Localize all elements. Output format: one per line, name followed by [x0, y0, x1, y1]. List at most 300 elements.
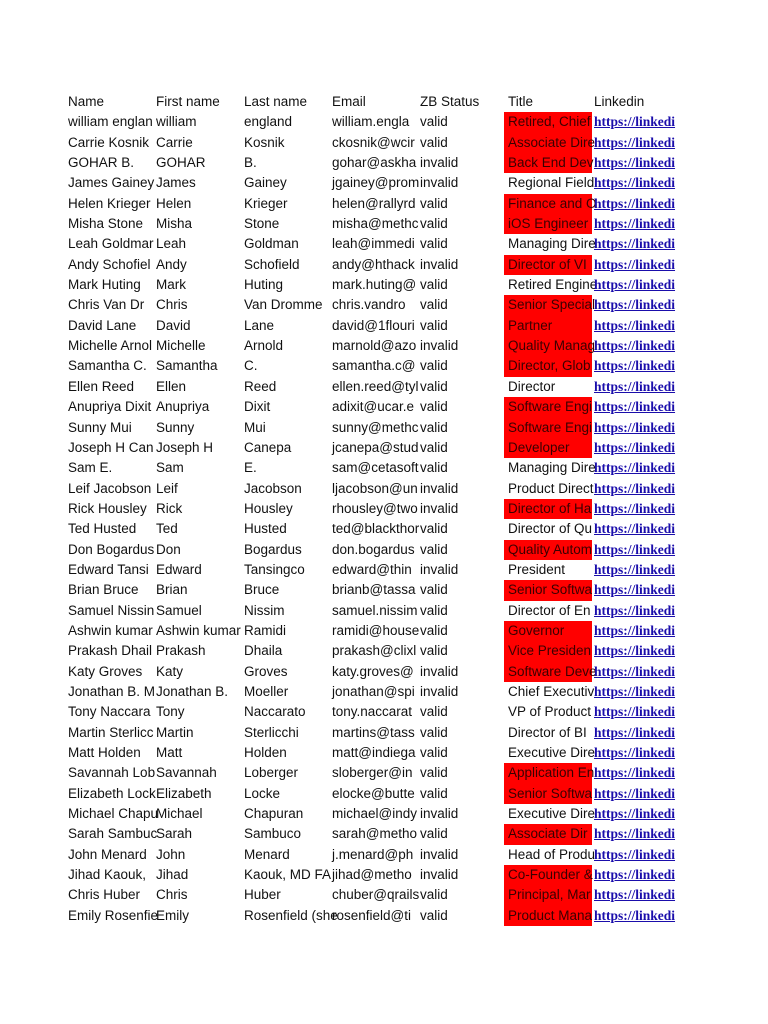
cell-linkedin[interactable] [592, 641, 682, 661]
cell-zb-status: invalid [420, 846, 459, 862]
cell-last-name: Kaouk, MD FA [244, 867, 332, 883]
cell-linkedin[interactable] [592, 702, 682, 722]
cell-linkedin[interactable] [592, 845, 682, 865]
cell-first-name: Edward [156, 561, 202, 577]
cell-email: jihad@metho [332, 867, 412, 883]
cell-zb-status: valid [420, 317, 448, 333]
cell-linkedin[interactable] [592, 540, 682, 560]
cell-zb-status: valid [420, 236, 448, 252]
cell-linkedin[interactable] [592, 601, 682, 621]
cell-first-name: Helen [156, 195, 192, 211]
linkedin-link[interactable]: https://linkedi [594, 806, 676, 822]
cell-email: j.menard@ph [332, 846, 414, 862]
linkedin-link[interactable]: https://linkedi [594, 724, 676, 740]
cell-email: edward@thin [332, 561, 412, 577]
cell-title: VP of Product [508, 704, 592, 720]
cell-first-name: Leah [156, 236, 187, 252]
table-row [64, 804, 682, 824]
table-row [64, 743, 682, 763]
cell-email: mark.huting@ [332, 277, 417, 293]
cell-last-name: Krieger [244, 195, 288, 211]
cell-title: Managing Dire [508, 460, 596, 476]
cell-last-name: Bogardus [244, 541, 302, 557]
cell-name: Andy Schofiel [68, 256, 151, 272]
cell-zb-status: valid [420, 704, 448, 720]
linkedin-link[interactable]: https://linkedi [594, 826, 676, 842]
table-row [64, 479, 682, 499]
header-row [64, 92, 682, 112]
cell-name: GOHAR B. [68, 155, 135, 171]
linkedin-link[interactable]: https://linkedi [594, 602, 676, 618]
table-row [64, 418, 682, 438]
cell-linkedin[interactable] [592, 275, 682, 295]
cell-zb-status: invalid [420, 500, 459, 516]
cell-zb-status: invalid [420, 561, 459, 577]
cell-linkedin[interactable] [592, 295, 682, 315]
linkedin-link[interactable]: https://linkedi [594, 643, 676, 659]
cell-first-name: Brian [156, 582, 188, 598]
cell-linkedin[interactable] [592, 133, 682, 153]
cell-name: Mark Huting [68, 277, 141, 293]
cell-zb-status: invalid [420, 806, 459, 822]
cell-linkedin[interactable] [592, 682, 682, 702]
linkedin-link[interactable]: https://linkedi [594, 582, 676, 598]
linkedin-link[interactable]: https://linkedi [594, 236, 676, 252]
cell-email: prakash@clixl [332, 643, 417, 659]
cell-email: sloberger@in [332, 765, 413, 781]
cell-name: Ellen Reed [68, 378, 135, 394]
cell-zb-status: valid [420, 887, 448, 903]
linkedin-link[interactable]: https://linkedi [594, 521, 676, 537]
cell-name: Misha Stone [68, 216, 144, 232]
cell-email: elocke@butte [332, 785, 415, 801]
cell-zb-status: invalid [420, 155, 459, 171]
table-row [64, 356, 682, 376]
cell-title: Head of Produ [508, 846, 596, 862]
cell-linkedin[interactable] [592, 723, 682, 743]
table-row [64, 194, 682, 214]
cell-email: ellen.reed@tyl [332, 378, 419, 394]
cell-last-name: Sambuco [244, 826, 302, 842]
linkedin-link[interactable]: https://linkedi [594, 867, 676, 883]
table-row [64, 885, 682, 905]
cell-email: marnold@azo [332, 338, 417, 354]
header-email: Email [332, 94, 366, 109]
cell-title: Software Deve [504, 662, 592, 682]
cell-first-name: Samuel [156, 602, 202, 618]
cell-linkedin[interactable] [592, 885, 682, 905]
cell-title: Director of Ha [504, 499, 592, 519]
cell-linkedin[interactable] [592, 763, 682, 783]
linkedin-link[interactable]: https://linkedi [594, 114, 676, 130]
cell-linkedin[interactable] [592, 662, 682, 682]
linkedin-link[interactable]: https://linkedi [594, 317, 676, 333]
linkedin-link[interactable]: https://linkedi [594, 216, 676, 232]
cell-name: Samantha C. [68, 358, 147, 374]
table-row [64, 234, 682, 254]
cell-name: Jihad Kaouk, [68, 867, 147, 883]
cell-last-name: Holden [244, 745, 287, 760]
cell-first-name: Samantha [156, 358, 218, 374]
cell-email: ted@blackthor [332, 521, 420, 537]
cell-name: Katy Groves [68, 663, 143, 679]
cell-linkedin[interactable] [592, 499, 682, 519]
cell-email: matt@indiega [332, 745, 416, 760]
cell-email: ramidi@house [332, 622, 420, 638]
table-row [64, 519, 682, 539]
cell-last-name: E. [244, 460, 257, 476]
table-row [64, 641, 682, 661]
cell-last-name: Kosnik [244, 134, 285, 150]
cell-title: Managing Dire [508, 236, 596, 252]
cell-email: jgainey@prom [332, 175, 420, 191]
header-linkedin: Linkedin [594, 94, 645, 109]
linkedin-link[interactable]: https://linkedi [594, 846, 676, 862]
cell-email: samantha.c@ [332, 358, 416, 374]
cell-first-name: Joseph H [156, 439, 214, 455]
cell-first-name: Sarah [156, 826, 193, 842]
linkedin-link[interactable]: https://linkedi [594, 460, 676, 476]
linkedin-link[interactable]: https://linkedi [594, 195, 676, 211]
cell-linkedin[interactable] [592, 194, 682, 214]
table-row [64, 133, 682, 153]
cell-linkedin[interactable] [592, 214, 682, 234]
table-row [64, 723, 682, 743]
table-row [64, 397, 682, 417]
cell-last-name: B. [244, 155, 257, 171]
table-row [64, 499, 682, 519]
table-row [64, 824, 682, 844]
header-name: Name [68, 94, 105, 109]
cell-last-name: Bruce [244, 582, 280, 598]
cell-linkedin[interactable] [592, 621, 682, 641]
table-row [64, 580, 682, 600]
cell-last-name: Dixit [244, 399, 271, 415]
cell-first-name: Katy [156, 663, 184, 679]
cell-linkedin[interactable] [592, 784, 682, 804]
cell-email: ckosnik@wcir [332, 134, 415, 150]
cell-last-name: Groves [244, 663, 288, 679]
cell-title: President [508, 561, 566, 577]
cell-linkedin[interactable] [592, 255, 682, 275]
linkedin-link[interactable]: https://linkedi [594, 134, 676, 150]
cell-first-name: Sunny [156, 419, 195, 435]
cell-zb-status: valid [420, 724, 448, 740]
cell-last-name: Canepa [244, 439, 292, 455]
cell-linkedin[interactable] [592, 458, 682, 478]
table-row [64, 214, 682, 234]
cell-title: Executive Dire [508, 806, 596, 822]
table-row [64, 601, 682, 621]
cell-first-name: Chris [156, 297, 188, 313]
cell-email: leah@immedi [332, 236, 415, 252]
spreadsheet [64, 92, 682, 926]
cell-linkedin[interactable] [592, 336, 682, 356]
cell-title: Quality Manag [504, 336, 592, 356]
cell-linkedin[interactable] [592, 824, 682, 844]
cell-name: Chris Huber [68, 887, 141, 903]
cell-last-name: Dhaila [244, 643, 283, 659]
cell-linkedin[interactable] [592, 153, 682, 173]
cell-first-name: Sam [156, 460, 184, 476]
cell-first-name: Don [156, 541, 181, 557]
cell-linkedin[interactable] [592, 418, 682, 438]
cell-first-name: Misha [156, 216, 193, 232]
cell-email: adixit@ucar.e [332, 399, 414, 415]
cell-linkedin[interactable] [592, 173, 682, 193]
cell-title: Back End Dev [504, 153, 592, 173]
cell-last-name: Husted [244, 521, 287, 537]
table-row [64, 336, 682, 356]
cell-email: martins@tass [332, 724, 415, 740]
cell-title: Senior Softwa [504, 580, 592, 600]
table-row [64, 865, 682, 885]
cell-name: Carrie Kosnik [68, 134, 150, 150]
cell-email: rhousley@two [332, 500, 418, 516]
cell-last-name: Gainey [244, 175, 287, 191]
cell-title: Developer [504, 438, 592, 458]
cell-linkedin[interactable] [592, 906, 682, 926]
cell-linkedin[interactable] [592, 356, 682, 376]
cell-title: Associate Dire [504, 133, 592, 153]
cell-title: Chief Executiv [508, 683, 595, 699]
cell-zb-status: valid [420, 826, 448, 842]
cell-name: Don Bogardus [68, 541, 155, 557]
header-title: Title [508, 94, 534, 109]
cell-last-name: Huber [244, 887, 281, 903]
linkedin-link[interactable]: https://linkedi [594, 887, 676, 903]
cell-email: andy@hthack [332, 256, 415, 272]
cell-title: Senior Special [504, 295, 592, 315]
cell-title: Director of BI [508, 724, 587, 740]
cell-linkedin[interactable] [592, 519, 682, 539]
cell-last-name: Menard [244, 846, 290, 862]
cell-first-name: Chris [156, 887, 188, 903]
cell-name: Emily Rosenfie [68, 907, 159, 923]
table-row [64, 458, 682, 478]
cell-title: Regional Field [508, 175, 595, 191]
cell-name: Sarah Sambuc [68, 826, 158, 842]
cell-email: samuel.nissim [332, 602, 418, 618]
cell-first-name: Michael [156, 806, 203, 822]
cell-name: Samuel Nissin [68, 602, 155, 618]
cell-linkedin[interactable] [592, 865, 682, 885]
cell-first-name: Michelle [156, 338, 206, 354]
cell-name: David Lane [68, 317, 137, 333]
linkedin-link[interactable]: https://linkedi [594, 622, 676, 638]
cell-first-name: Rick [156, 500, 183, 516]
linkedin-link[interactable]: https://linkedi [594, 683, 676, 699]
cell-title: Software Engi [504, 397, 592, 417]
cell-linkedin[interactable] [592, 234, 682, 254]
cell-email: sunny@methc [332, 419, 419, 435]
cell-title: Director, Glob [504, 356, 592, 376]
cell-zb-status: valid [420, 582, 448, 598]
table-row [64, 173, 682, 193]
table-row [64, 621, 682, 641]
cell-first-name: Jihad [156, 867, 189, 883]
cell-email: chuber@qrails [332, 887, 420, 903]
cell-first-name: John [156, 846, 186, 862]
cell-name: Edward Tansi [68, 561, 149, 577]
cell-linkedin[interactable] [592, 479, 682, 499]
cell-email: brianb@tassa [332, 582, 416, 598]
cell-last-name: Reed [244, 378, 277, 394]
cell-last-name: Schofield [244, 256, 300, 272]
cell-title: Retired Engine [508, 277, 598, 293]
cell-last-name: Naccarato [244, 704, 306, 720]
linkedin-link[interactable]: https://linkedi [594, 399, 676, 415]
header-zb-status: ZB Status [420, 94, 480, 109]
linkedin-link[interactable]: https://linkedi [594, 907, 676, 923]
cell-name: Sunny Mui [68, 419, 132, 435]
header-first-name: First name [156, 94, 220, 109]
cell-title: Software Engi [504, 418, 592, 438]
cell-zb-status: valid [420, 785, 448, 801]
cell-name: Martin Sterlicc [68, 724, 154, 740]
cell-name: Savannah Lob [68, 765, 156, 781]
table-row [64, 540, 682, 560]
cell-zb-status: valid [420, 134, 448, 150]
cell-email: sam@cetasoft [332, 460, 419, 476]
linkedin-link[interactable]: https://linkedi [594, 765, 676, 781]
cell-zb-status: valid [420, 216, 448, 232]
cell-name: Leif Jacobson [68, 480, 152, 496]
cell-email: sarah@metho [332, 826, 417, 842]
cell-title: Director of En [508, 602, 591, 618]
cell-zb-status: invalid [420, 175, 459, 191]
cell-zb-status: valid [420, 765, 448, 781]
linkedin-link[interactable]: https://linkedi [594, 704, 676, 720]
cell-name: Chris Van Dr [68, 297, 145, 313]
cell-email: jonathan@spi [332, 683, 415, 699]
cell-zb-status: valid [420, 439, 448, 455]
cell-email: don.bogardus [332, 541, 415, 557]
cell-name: Helen Krieger [68, 195, 151, 211]
linkedin-link[interactable]: https://linkedi [594, 256, 676, 272]
linkedin-link[interactable]: https://linkedi [594, 745, 676, 760]
linkedin-link[interactable]: https://linkedi [594, 561, 676, 577]
linkedin-link[interactable]: https://linkedi [594, 541, 676, 557]
cell-zb-status: invalid [420, 256, 459, 272]
linkedin-link[interactable]: https://linkedi [594, 500, 676, 516]
linkedin-link[interactable]: https://linkedi [594, 663, 676, 679]
cell-name: Rick Housley [68, 500, 147, 516]
cell-zb-status: valid [420, 521, 448, 537]
cell-first-name: Elizabeth [156, 785, 212, 801]
cell-last-name: Locke [244, 785, 281, 801]
cell-last-name: england [244, 114, 293, 130]
cell-title: Retired, Chief [504, 112, 592, 132]
cell-email: misha@methc [332, 216, 419, 232]
cell-linkedin[interactable] [592, 438, 682, 458]
cell-email: jcanepa@stud [332, 439, 419, 455]
cell-title: Principal, Mar [504, 885, 592, 905]
linkedin-link[interactable]: https://linkedi [594, 419, 676, 435]
table-row [64, 906, 682, 926]
cell-email: helen@rallyrd [332, 195, 416, 211]
cell-last-name: Jacobson [244, 480, 302, 496]
cell-zb-status: valid [420, 358, 448, 374]
cell-first-name: Ashwin kumar [156, 622, 241, 638]
linkedin-link[interactable]: https://linkedi [594, 155, 676, 171]
cell-first-name: Carrie [156, 134, 193, 150]
cell-zb-status: invalid [420, 867, 459, 883]
table-row [64, 255, 682, 275]
cell-title: Director of VI [504, 255, 592, 275]
cell-name: Ashwin kumar [68, 622, 153, 638]
table-row [64, 377, 682, 397]
linkedin-link[interactable]: https://linkedi [594, 358, 676, 374]
cell-linkedin[interactable] [592, 743, 682, 763]
cell-first-name: David [156, 317, 191, 333]
linkedin-link[interactable]: https://linkedi [594, 785, 676, 801]
cell-first-name: Andy [156, 256, 187, 272]
cell-name: John Menard [68, 846, 147, 862]
linkedin-link[interactable]: https://linkedi [594, 175, 676, 191]
cell-last-name: C. [244, 358, 258, 374]
cell-linkedin[interactable] [592, 580, 682, 600]
cell-title: Quality Autom [504, 540, 592, 560]
cell-linkedin[interactable] [592, 316, 682, 336]
cell-name: Ted Husted [68, 521, 137, 537]
cell-zb-status: valid [420, 622, 448, 638]
cell-zb-status: valid [420, 643, 448, 659]
cell-first-name: Jonathan B. [156, 683, 229, 699]
cell-last-name: Nissim [244, 602, 285, 618]
cell-last-name: Ramidi [244, 622, 287, 638]
cell-title: Application En [504, 763, 592, 783]
cell-email: david@1flouri [332, 317, 415, 333]
cell-zb-status: invalid [420, 683, 459, 699]
linkedin-link[interactable]: https://linkedi [594, 378, 676, 394]
cell-title: iOS Engineer [504, 214, 592, 234]
linkedin-link[interactable]: https://linkedi [594, 297, 676, 313]
table-body [64, 112, 682, 926]
cell-linkedin[interactable] [592, 397, 682, 417]
table-row [64, 763, 682, 783]
header-last-name: Last name [244, 94, 308, 109]
table-row [64, 112, 682, 132]
cell-title: Associate Dir [504, 824, 592, 844]
cell-linkedin[interactable] [592, 112, 682, 132]
linkedin-link[interactable]: https://linkedi [594, 480, 676, 496]
table-row [64, 438, 682, 458]
table-row [64, 662, 682, 682]
cell-name: william englan [68, 114, 153, 130]
cell-name: Elizabeth Lock [68, 785, 156, 801]
cell-title: Director of Qu [508, 521, 593, 537]
cell-name: Joseph H Can [68, 439, 154, 455]
cell-zb-status: valid [420, 419, 448, 435]
linkedin-link[interactable]: https://linkedi [594, 439, 676, 455]
cell-first-name: Emily [156, 907, 189, 923]
cell-zb-status: valid [420, 745, 448, 760]
cell-last-name: Tansingco [244, 561, 305, 577]
cell-linkedin[interactable] [592, 804, 682, 824]
cell-email: william.engla [332, 114, 410, 130]
cell-name: Michelle Arnol [68, 338, 153, 354]
cell-last-name: Mui [244, 419, 266, 435]
linkedin-link[interactable]: https://linkedi [594, 277, 676, 293]
cell-email: michael@indy [332, 806, 417, 822]
cell-name: Prakash Dhail [68, 643, 153, 659]
cell-linkedin[interactable] [592, 560, 682, 580]
cell-zb-status: invalid [420, 338, 459, 354]
cell-first-name: GOHAR [156, 155, 206, 171]
cell-linkedin[interactable] [592, 377, 682, 397]
linkedin-link[interactable]: https://linkedi [594, 338, 676, 354]
